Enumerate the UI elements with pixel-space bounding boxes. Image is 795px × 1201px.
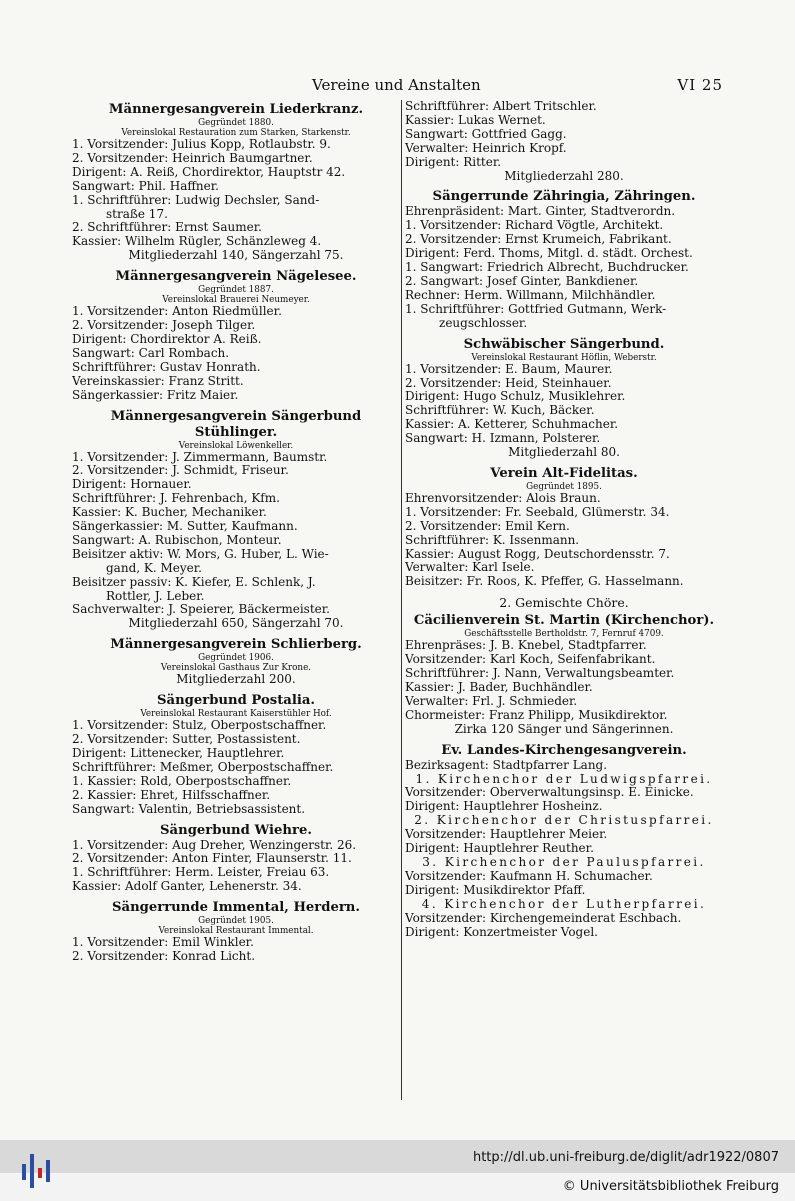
- club-title: Sängerrunde Zähringia, Zähringen.: [432, 189, 696, 205]
- entry-line: Ehrenvorsitzender: Alois Braun.: [405, 491, 601, 505]
- entry-line: Vorsitzender: Karl Koch, Seifenfabrikant.: [405, 653, 656, 667]
- entry-line: 2. Vorsitzender: J. Schmidt, Friseur.: [72, 464, 289, 478]
- entry-line: Dirigent: Hauptlehrer Reuther.: [405, 842, 594, 856]
- entry-line: 1. Vorsitzender: Stulz, Oberpostschaffner.: [72, 719, 327, 733]
- club-subtitle: Geschäftsstelle Bertholdstr. 7, Fernruf 4709.: [464, 629, 664, 640]
- entry-line: 2. Vorsitzender: Heid, Steinhauer.: [405, 376, 612, 390]
- entry-line: Beisitzer: Fr. Roos, K. Pfeffer, G. Hasselmann.: [405, 575, 684, 589]
- entry-line: Schriftführer: W. Kuch, Bäcker.: [405, 404, 595, 418]
- entry-line: Schriftführer: Gustav Honrath.: [72, 360, 261, 374]
- entry-line: 1. Vorsitzender: Julius Kopp, Rotlaubstr. 9.: [72, 138, 331, 151]
- entry-line: 2. Schriftführer: Ernst Saumer.: [72, 221, 262, 235]
- entry-line: Kassier: August Rogg, Deutschordensstr. 7.: [405, 547, 670, 561]
- entry-line: Dirigent: Ritter.: [405, 155, 502, 169]
- entry-line: Vorsitzender: Kirchengemeinderat Eschbach.: [405, 911, 682, 925]
- entry-line: 1. Schriftführer: Gottfried Gutmann, Werk-: [405, 302, 667, 316]
- entry-line: Dirigent: Konzertmeister Vogel.: [405, 925, 598, 939]
- entry-line: Mitgliederzahl 650, Sängerzahl 70.: [128, 617, 344, 631]
- entry-line: Kassier: J. Bader, Buchhändler.: [405, 681, 593, 694]
- entry-line: Dirigent: Musikdirektor Pfaff.: [405, 883, 586, 897]
- club-entry: [405, 613, 723, 736]
- page-number: VI 25: [677, 76, 723, 94]
- entry-line: Kassier: Adolf Ganter, Lehenerstr. 34.: [72, 880, 302, 894]
- entry-line: Sangwart: A. Rubischon, Monteur.: [72, 533, 282, 547]
- club-entry: [405, 100, 723, 183]
- club-subtitle: Vereinslokal Restaurant Höflin, Weberstr.: [471, 352, 657, 363]
- club-title: Sängerrunde Immental, Herdern.: [112, 900, 360, 916]
- entry-line: Chormeister: Franz Philipp, Musikdirektor.: [405, 708, 668, 722]
- entry-line: Schriftführer: J. Fehrenbach, Kfm.: [72, 492, 280, 506]
- entry-line: 1. Vorsitzender: Richard Vögtle, Architekt.: [405, 219, 664, 233]
- library-logo-icon: [22, 1154, 50, 1188]
- entry-line: Sängerkassier: Fritz Maier.: [72, 388, 239, 402]
- club-entry: [405, 466, 723, 589]
- entry-line: Dirigent: Hauptlehrer Hosheinz.: [405, 800, 603, 814]
- entry-line: 2. Sangwart: Josef Ginter, Bankdiener.: [405, 274, 639, 288]
- entry-line: Dirigent: Hugo Schulz, Musiklehrer.: [405, 390, 626, 404]
- entry-line: Vorsitzender: Hauptlehrer Meier.: [405, 828, 608, 842]
- club-title: Männergesangverein Liederkranz.: [108, 102, 364, 117]
- club-title: Sängerbund Wiehre.: [160, 822, 312, 838]
- entry-line: 2. Vorsitzender: Heinrich Baumgartner.: [72, 151, 313, 165]
- entry-line: 4. Kirchenchor der Lutherpfarrei.: [421, 897, 707, 911]
- club-title: Sängerbund Postalia.: [157, 693, 315, 709]
- entry-line: 2. Vorsitzender: Ernst Krumeich, Fabrikant.: [405, 233, 672, 247]
- entry-line: 1. Vorsitzender: J. Zimmermann, Baumstr.: [72, 450, 328, 464]
- section-heading: 2. Gemischte Chöre.: [499, 595, 629, 611]
- entry-line: Beisitzer aktiv: W. Mors, G. Huber, L. Wie-: [72, 547, 329, 561]
- club-entry: [405, 189, 723, 330]
- club-entry: [72, 269, 400, 402]
- entry-line: Mitgliederzahl 80.: [508, 446, 620, 460]
- entry-line: 1. Vorsitzender: E. Baum, Maurer.: [405, 362, 613, 376]
- entry-line: Sangwart: Valentin, Betriebsassistent.: [72, 802, 306, 816]
- club-title: Ev. Landes-Kirchengesangverein.: [441, 742, 687, 758]
- running-title: Vereine und Anstalten: [312, 76, 481, 94]
- club-entry: [405, 743, 723, 940]
- club-subtitle: Gegründet 1905.: [198, 916, 274, 927]
- entry-line: Dirigent: A. Reiß, Chordirektor, Hauptstr 42.: [72, 165, 346, 179]
- club-entry: [72, 823, 400, 895]
- entry-line: 1. Sangwart: Friedrich Albrecht, Buchdrucker.: [405, 261, 689, 275]
- entry-line: Sangwart: H. Izmann, Polsterer.: [405, 432, 601, 446]
- entry-line: gand, K. Meyer.: [106, 561, 202, 575]
- entry-line: Schriftführer: Albert Tritschler.: [405, 100, 597, 113]
- club-entry: [72, 637, 400, 687]
- entry-line: 2. Vorsitzender: Emil Kern.: [405, 519, 570, 533]
- club-entry: [72, 900, 400, 964]
- entry-line: Verwalter: Karl Isele.: [405, 561, 535, 575]
- left-column: [72, 100, 400, 1110]
- column-divider: [401, 100, 402, 1100]
- source-url-link[interactable]: http://dl.ub.uni-freiburg.de/diglit/adr1922/0807: [472, 1150, 779, 1165]
- entry-line: Dirigent: Hornauer.: [72, 478, 192, 492]
- entry-line: Kassier: Lukas Wernet.: [405, 113, 546, 127]
- entry-line: Schriftführer: K. Issenmann.: [405, 533, 580, 547]
- entry-line: zeugschlosser.: [439, 316, 528, 330]
- copyright-notice: © Universitätsbibliothek Freiburg: [562, 1179, 779, 1194]
- entry-line: Ehrenpräses: J. B. Knebel, Stadtpfarrer.: [405, 639, 647, 653]
- entry-line: Dirigent: Ferd. Thoms, Mitgl. d. städt. Orchest.: [405, 247, 693, 261]
- entry-line: Mitgliederzahl 200.: [176, 673, 296, 687]
- club-title: Männergesangverein Sängerbund Stühlinger.: [110, 408, 362, 440]
- entry-line: Sangwart: Carl Rombach.: [72, 346, 230, 360]
- viewer-footer: [0, 1140, 795, 1201]
- entry-line: Beisitzer passiv: K. Kiefer, E. Schlenk, J.: [72, 575, 316, 589]
- entry-line: Vereinskassier: Franz Stritt.: [72, 374, 244, 388]
- club-title: Verein Alt-Fidelitas.: [490, 465, 638, 481]
- right-column: [405, 100, 723, 1110]
- entry-line: 2. Vorsitzender: Sutter, Postassistent.: [72, 733, 301, 747]
- entry-line: Zirka 120 Sänger und Sängerinnen.: [454, 722, 674, 736]
- entry-line: 1. Schriftführer: Ludwig Dechsler, Sand-: [72, 193, 320, 207]
- entry-line: Rechner: Herm. Willmann, Milchhändler.: [405, 288, 656, 302]
- club-title: Männergesangverein Schlierberg.: [110, 637, 362, 653]
- entry-line: Sachverwalter: J. Speierer, Bäckermeister.: [72, 603, 330, 617]
- entry-line: 1. Schriftführer: Herm. Leister, Freiau 63.: [72, 866, 330, 880]
- entry-line: straße 17.: [106, 207, 168, 221]
- entry-line: Sangwart: Gottfried Gagg.: [405, 127, 567, 141]
- entry-line: 1. Kassier: Rold, Oberpostschaffner.: [72, 774, 292, 788]
- entry-line: Mitgliederzahl 280.: [504, 169, 624, 183]
- club-subtitle: Gegründet 1887.: [198, 285, 274, 296]
- club-entry: [405, 337, 723, 460]
- club-entry: [72, 102, 400, 263]
- entry-line: 3. Kirchenchor der Pauluspfarrei.: [422, 855, 706, 869]
- club-subtitle: Vereinslokal Restaurant Kaiserstühler Hof.: [140, 709, 332, 720]
- entry-line: Ehrenpräsident: Mart. Ginter, Stadtverordn.: [405, 205, 676, 219]
- club-subtitle: Gegründet 1895.: [526, 481, 602, 492]
- entry-line: Rottler, J. Leber.: [106, 589, 205, 603]
- club-title: Männergesangverein Nägelesee.: [115, 269, 357, 285]
- entry-line: Kassier: K. Bucher, Mechaniker.: [72, 506, 267, 520]
- entry-line: 1. Kirchenchor der Ludwigspfarrei.: [415, 772, 713, 786]
- entry-line: Schriftführer: Meßmer, Oberpostschaffner.: [72, 760, 334, 774]
- club-subtitle: Vereinslokal Brauerei Neumeyer.: [162, 295, 310, 306]
- club-title: Cäcilienverein St. Martin (Kirchenchor).: [413, 613, 715, 629]
- club-subtitle: Vereinslokal Restaurant Immental.: [158, 926, 314, 937]
- entry-line: Sängerkassier: M. Sutter, Kaufmann.: [72, 520, 298, 534]
- entry-line: Sangwart: Phil. Haffner.: [72, 179, 219, 193]
- entry-line: 2. Vorsitzender: Konrad Licht.: [72, 950, 256, 964]
- club-entry: [72, 693, 400, 816]
- entry-line: Vorsitzender: Oberverwaltungsinsp. E. Einicke.: [405, 786, 694, 800]
- entry-line: 2. Vorsitzender: Anton Finter, Flaunserstr. 11.: [72, 852, 352, 866]
- entry-line: 1. Vorsitzender: Fr. Seebald, Glümerstr. 34.: [405, 505, 670, 519]
- entry-line: Schriftführer: J. Nann, Verwaltungsbeamter.: [405, 667, 675, 681]
- entry-line: 1. Vorsitzender: Emil Winkler.: [72, 936, 254, 950]
- entry-line: Dirigent: Littenecker, Hauptlehrer.: [72, 747, 285, 760]
- entry-line: 1. Vorsitzender: Aug Dreher, Wenzingerstr. 26.: [72, 838, 357, 852]
- entry-line: 2. Kassier: Ehret, Hilfsschaffner.: [72, 788, 271, 802]
- entry-line: Verwalter: Frl. J. Schmieder.: [405, 694, 578, 708]
- club-entry: [72, 409, 400, 632]
- club-subtitle: Gegründet 1906.: [198, 653, 274, 664]
- club-subtitle: Vereinslokal Restauration zum Starken, Starkenstr.: [121, 128, 351, 138]
- entry-line: Verwalter: Heinrich Kropf.: [405, 141, 567, 155]
- page-header: [0, 76, 795, 98]
- club-title: Schwäbischer Sängerbund.: [463, 336, 665, 352]
- entry-line: Vorsitzender: Kaufmann H. Schumacher.: [405, 869, 653, 883]
- club-subtitle: Vereinslokal Löwenkeller.: [178, 440, 294, 451]
- entry-line: 1. Vorsitzender: Anton Riedmüller.: [72, 305, 282, 319]
- entry-line: Mitgliederzahl 140, Sängerzahl 75.: [128, 249, 344, 263]
- entry-line: Kassier: Wilhelm Rügler, Schänzleweg 4.: [72, 235, 322, 249]
- entry-line: 2. Kirchenchor der Christuspfarrei.: [414, 814, 714, 828]
- entry-line: Bezirksagent: Stadtpfarrer Lang.: [405, 758, 608, 772]
- entry-line: Kassier: A. Ketterer, Schuhmacher.: [405, 418, 619, 432]
- entry-line: Dirigent: Chordirektor A. Reiß.: [72, 332, 262, 346]
- club-subtitle: Gegründet 1880.: [198, 118, 274, 128]
- club-subtitle: Vereinslokal Gasthaus Zur Krone.: [160, 663, 312, 674]
- entry-line: 2. Vorsitzender: Joseph Tilger.: [72, 319, 256, 333]
